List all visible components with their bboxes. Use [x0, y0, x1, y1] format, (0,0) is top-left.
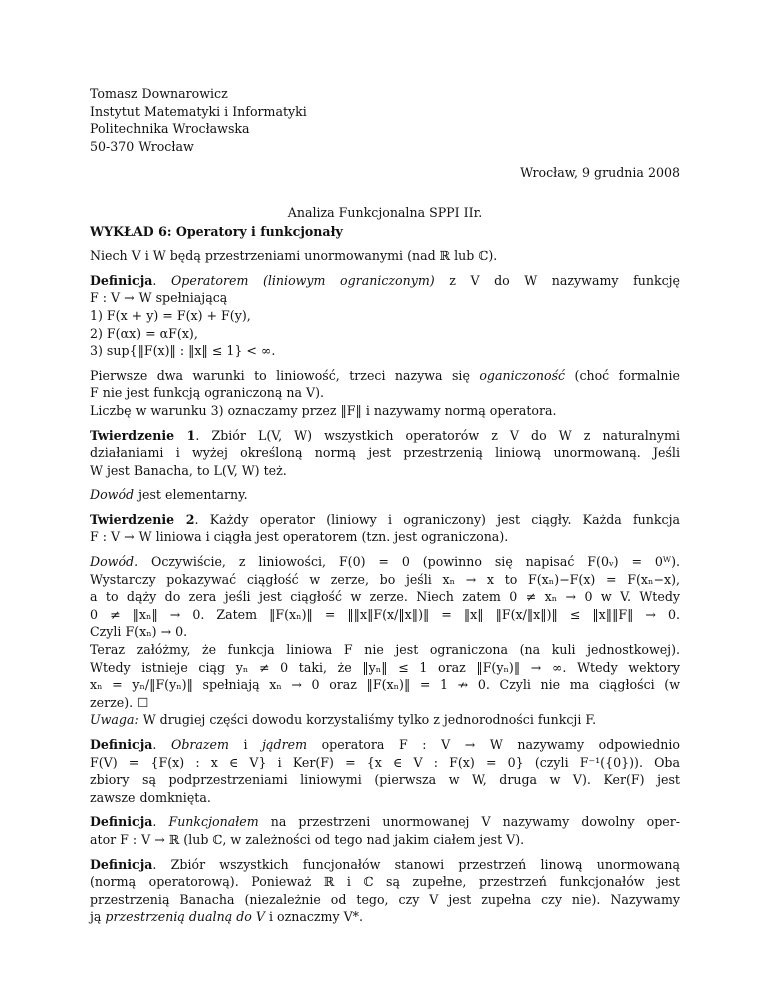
postal-address: 50-370 Wrocław: [90, 138, 194, 154]
proof-2-line-7: Wtedy istnieje ciąg yₙ ≠ 0 taki, że ‖yₙ‖ ≤ 1 oraz ‖F(yₙ)‖ → ∞. Wtedy wektory: [90, 659, 680, 675]
document-date: Wrocław, 9 grudnia 2008: [520, 165, 680, 181]
note-line: Uwaga: W drugiej części dowodu korzystaliśmy tylko z jednorodności funkcji F.: [90, 712, 597, 728]
defined-term: przestrzenią dualną do V: [105, 909, 265, 925]
proof-2-line-9: zerze). ☐: [90, 694, 149, 710]
definition-image-kernel-line-2: F(V) = {F(x) : x ∈ V} i Ker(F) = {x ∈ V : F(x) = 0} (czyli F⁻¹({0})). Oba: [90, 754, 680, 770]
definition-operator: [90, 272, 680, 360]
definition-image-kernel-line-1: Definicja. Obrazem i jądrem operatora F : V → W nazywamy odpowiednio: [90, 737, 680, 752]
definition-operator-line-1: Definicja. Operatorem (liniowym ograniczonym) z V do W nazywamy funkcję: [90, 272, 680, 288]
proof-1-line: Dowód jest elementarny.: [90, 487, 248, 503]
lecture-title: WYKŁAD 6: Operatory i funkcjonały: [90, 223, 343, 239]
remark-line-3: Liczbę w warunku 3) oznaczamy przez ‖F‖ i nazywamy normą operatora.: [90, 402, 557, 418]
theorem-1-line-2: działaniami i wyżej określoną normą jest przestrzenią liniową unormowaną. Jeśli: [90, 445, 680, 461]
definition-functional: [90, 813, 680, 848]
definition-image-kernel: [90, 736, 680, 806]
header-block: [90, 85, 680, 182]
defined-term: Operatorem (liniowym ograniczonym): [170, 272, 435, 288]
definition-label: Definicja: [90, 272, 153, 288]
condition-additivity: 1) F(x + y) = F(x) + F(y),: [90, 307, 251, 323]
definition-label: Definicja: [90, 814, 153, 830]
theorem-1-line-3: W jest Banacha, to L(V, W) też.: [90, 462, 287, 478]
defined-term: Funkcjonałem: [168, 814, 259, 830]
institute-name: Instytut Matematyki i Informatyki: [90, 103, 307, 119]
definition-dual-line-2: (normą operatorową). Ponieważ ℝ i ℂ są zupełne, przestrzeń funkcjonałów jest: [90, 874, 680, 890]
proof-2: [90, 553, 680, 711]
defined-term: jądrem: [262, 737, 308, 752]
definition-image-kernel-line-4: zawsze domknięta.: [90, 789, 211, 805]
defined-term: Obrazem: [171, 737, 229, 752]
remark-paragraph: [90, 367, 680, 420]
document-page: [90, 85, 680, 926]
definition-functional-line-1: Definicja. Funkcjonałem na przestrzeni unormowanej V nazywamy dowolny oper-: [90, 814, 680, 830]
emphasized-term: oganiczoność: [479, 367, 566, 383]
proof-2-line-5: Czyli F(xₙ) → 0.: [90, 624, 188, 640]
note-label: Uwaga:: [90, 712, 139, 728]
definition-dual-line-1: Definicja. Zbiór wszystkich funcjonałów stanowi przestrzeń linową unormowaną: [90, 856, 680, 872]
definition-dual-line-3: przestrzenią Banacha (niezależnie od tego, czy V jest zupełna czy nie). Nazywamy: [90, 891, 680, 907]
theorem-2-line-2: F : V → W liniowa i ciągła jest operatorem (tzn. jest ograniczona).: [90, 529, 509, 545]
proof-label: Dowód.: [90, 554, 139, 570]
theorem-2: [90, 511, 680, 546]
definition-label: Definicja: [90, 737, 153, 752]
condition-boundedness: 3) sup{‖F(x)‖ : ‖x‖ ≤ 1} < ∞.: [90, 343, 276, 359]
author-name: Tomasz Downarowicz: [90, 86, 228, 101]
note-paragraph: [90, 711, 680, 729]
definition-operator-line-2: F : V → W spełniającą: [90, 290, 228, 306]
proof-label: Dowód: [90, 487, 135, 503]
proof-1: [90, 486, 680, 504]
remark-line-1: Pierwsze dwa warunki to liniowość, trzeci nazywa się oganiczoność (choć formalnie: [90, 367, 680, 383]
proof-2-line-2: Wystarczy pokazywać ciągłość w zerze, bo jeśli xₙ → x to F(xₙ)−F(x) = F(xₙ−x),: [90, 571, 680, 587]
proof-2-line-6: Teraz załóżmy, że funkcja liniowa F nie jest ograniczona (na kuli jednostkowej).: [90, 642, 680, 658]
theorem-label: Twierdzenie 1: [90, 427, 196, 443]
definition-functional-line-2: ator F : V → ℝ (lub ℂ, w zależności od tego nad jakim ciałem jest V).: [90, 831, 525, 847]
proof-2-line-4: 0 ≠ ‖xₙ‖ → 0. Zatem ‖F(xₙ)‖ = ‖‖x‖F(x/‖x‖)‖ = ‖x‖ ‖F(x/‖x‖)‖ ≤ ‖x‖‖F‖ → 0.: [90, 606, 680, 622]
proof-2-line-8: xₙ = yₙ/‖F(yₙ)‖ spełniają xₙ → 0 oraz ‖F(xₙ)‖ = 1 ↛ 0. Czyli nie ma ciągłości (w: [90, 677, 680, 693]
theorem-label: Twierdzenie 2: [90, 511, 195, 527]
proof-2-line-3: a to dąży do zera jeśli jest ciągłość w zerze. Niech zatem 0 ≠ xₙ → 0 w V. Wtedy: [90, 589, 680, 605]
condition-homogeneity: 2) F(αx) = αF(x),: [90, 325, 198, 341]
course-title: Analiza Funkcjonalna SPPI IIr.: [287, 204, 483, 220]
definition-image-kernel-line-3: zbiory są podprzestrzeniami liniowymi (pierwsza w W, druga w V). Ker(F) jest: [90, 772, 680, 788]
definition-dual-space: [90, 856, 680, 926]
definition-dual-line-4: ją przestrzenią dualną do V i oznaczmy V*.: [90, 909, 363, 925]
university-name: Politechnika Wrocławska: [90, 121, 250, 137]
theorem-1-line-1: Twierdzenie 1. Zbiór L(V, W) wszystkich operatorów z V do W z naturalnymi: [90, 427, 680, 443]
definition-label: Definicja: [90, 856, 153, 872]
theorem-2-line-1: Twierdzenie 2. Każdy operator (liniowy i ograniczony) jest ciągły. Każda funkcja: [90, 511, 680, 527]
intro-paragraph: [90, 247, 680, 265]
intro-text: Niech V i W będą przestrzeniami unormowanymi (nad ℝ lub ℂ).: [90, 248, 498, 264]
proof-2-line-1: Dowód. Oczywiście, z liniowości, F(0) = 0 (powinno się napisać F(0ᵥ) = 0ᵂ).: [90, 554, 680, 570]
remark-line-2: F nie jest funkcją ograniczoną na V).: [90, 385, 325, 401]
theorem-1: [90, 427, 680, 480]
